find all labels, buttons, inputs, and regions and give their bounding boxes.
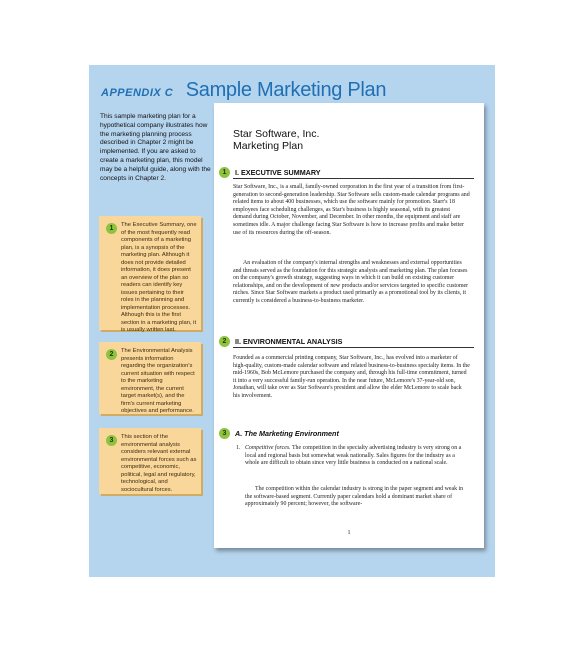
list-text: The competition in the specialty advertising industry is very strong on a local and regional basis but somewhat weak nationally. Sales figures for the industry as a whole are difficult to obtain since very little business is conducted on a national scale. — [245, 445, 462, 467]
list-marker: 1. — [236, 445, 241, 451]
note-text: The Executive Summary, one of the most frequently read components of a marketing plan, is a synopsis of the marketing plan. Although it does not provide detailed information, it does present an overview of the plan so readers can identify key issues pertaining to their roles in the planning and implementation processes. Although this is the first section in a marketing plan, it is usually written last. — [121, 222, 197, 333]
company-name: Star Software, Inc. — [233, 128, 320, 140]
margin-note-1 — [99, 216, 201, 333]
note-text: The Environmental Analysis presents information regarding the organization's current situation with respect to the marketing environment, the current target market(s), and the firm's current marketing objectives and performance. — [121, 348, 195, 414]
section-paragraph: Star Software, Inc., is a small, family-owned corporation in the first year of a transition from first-generation to second-generation leadership. Star Software sells custom-made calendar programs and related items to about 400 businesses, which use the software mainly for promotion. Starr's 18 employees face scheduling challenges, as Star's business is highly seasonal, with its greatest demand during October, November, and December. In other months, the equipment and staff are sometimes idle. A major challenge facing Star Software is how to increase profits and make better use of its resources during the off-season. — [233, 184, 470, 236]
section-number-badge: 3 — [219, 428, 230, 439]
note-text: This section of the environmental analysis considers relevant external environmental forces such as competitive, economic, political, legal and regulatory, technological, and sociocultural forces. — [121, 434, 197, 493]
section-title: II. ENVIRONMENTAL ANALYSIS — [235, 337, 343, 346]
margin-note-2 — [99, 342, 201, 414]
note-number-badge: 1 — [106, 223, 117, 234]
document-page — [214, 103, 484, 548]
section-rule — [233, 347, 474, 348]
document-title — [233, 128, 319, 152]
intro-text: This sample marketing plan for a hypothetical company illustrates how the marketing planning process described in Chapter 2 might be implemented. If you are asked to create a marketing plan, this model may be a helpful guide, along with the concepts in Chapter 2. — [100, 113, 211, 182]
note-number-badge: 3 — [106, 435, 117, 446]
section-paragraph: Founded as a commercial printing company, Star Software, Inc., has evolved into a marketer of high-quality, custom-made calendar software and related business-to-business specialty items. In the mid-1960s, Bob McLemore purchased the company and, through his full-time commitment, turned it into a very successful family-run operation. In the near future, McLemore's 37-year-old son, Jonathan, will take over as Star Software's president and allow the elder McLemore to scale back his involvement. — [233, 355, 470, 399]
list-item — [236, 445, 470, 468]
margin-note-3 — [99, 428, 201, 494]
page-number: 1 — [347, 530, 351, 536]
appendix-label: APPENDIX C — [101, 87, 174, 99]
section-title: A. The Marketing Environment — [235, 429, 339, 438]
section-paragraph: An evaluation of the company's internal strengths and weaknesses and external opportunities and threats served as the foundation for this strategic analysis and marketing plan. The plan focuses on the company's growth strategy, suggesting ways in which it can build on existing customer relationships, and on the development of new products and/or services targeted to specific customer niches. Since Star Software markets a product used primarily as a promotional tool by its clients, it currently is considered a business-to-business marketer. — [233, 260, 469, 304]
section-number-badge: 2 — [219, 336, 230, 347]
appendix-heading — [101, 79, 386, 102]
section-title: I. EXECUTIVE SUMMARY — [235, 168, 321, 177]
plan-name: Marketing Plan — [233, 140, 304, 152]
list-term: Competitive forces. — [245, 445, 291, 451]
section-rule — [233, 178, 474, 179]
appendix-title: Sample Marketing Plan — [185, 79, 387, 101]
section-paragraph: The competition within the calendar industry is strong in the paper segment and weak in the software-based segment. Currently paper calendars hold a dominant market share of approximately 90 percent; however, the software- — [245, 486, 464, 508]
note-number-badge: 2 — [106, 349, 117, 360]
section-number-badge: 1 — [219, 167, 230, 178]
